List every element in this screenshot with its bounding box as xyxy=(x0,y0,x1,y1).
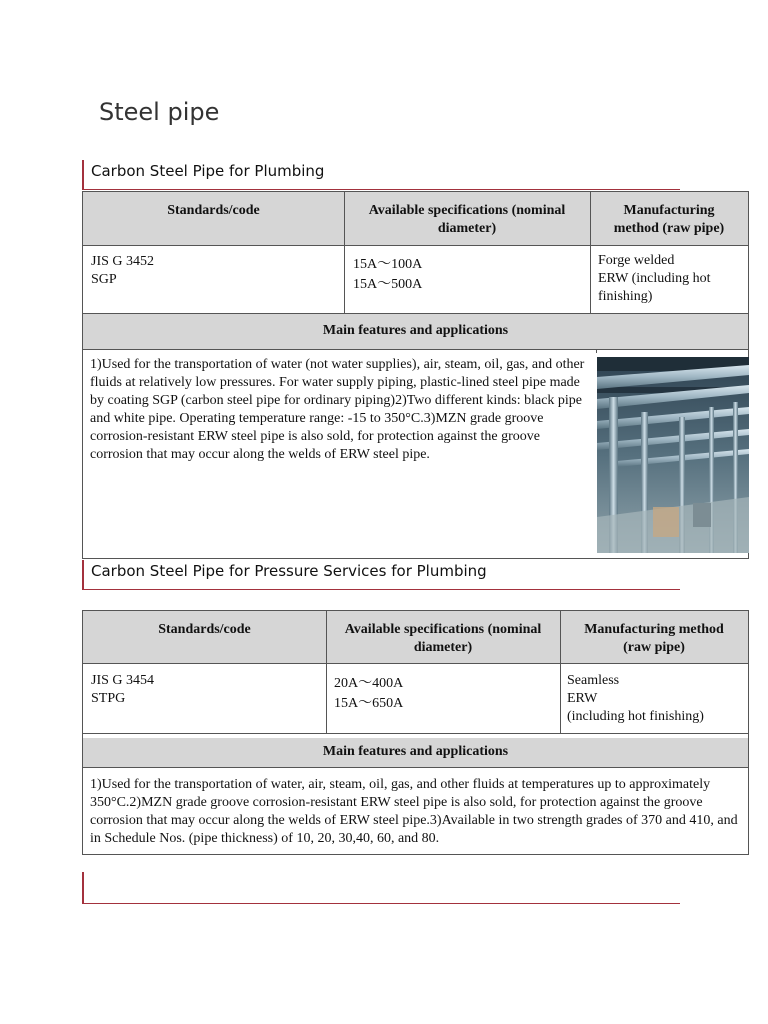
cell-standards: JIS G 3452 SGP xyxy=(91,254,155,287)
header-method: Manufacturing method (raw pipe) xyxy=(584,622,724,655)
header-specs: Available specifications (nominal diameter) xyxy=(344,622,542,655)
cell-specs: 15A～100A 15A～500A xyxy=(353,257,423,292)
page-title: Steel pipe xyxy=(99,98,220,126)
spec-table-pressure xyxy=(82,610,749,855)
section-heading-text: Carbon Steel Pipe for Plumbing xyxy=(91,162,325,180)
features-header: Main features and applications xyxy=(83,738,748,767)
header-standards: Standards/code xyxy=(158,622,251,637)
cell-specs: 20A～400A 15A～650A xyxy=(334,676,404,711)
header-standards: Standards/code xyxy=(167,203,260,218)
cell-standards: JIS G 3454 STPG xyxy=(91,673,155,706)
empty-section-heading xyxy=(82,872,680,904)
header-specs: Available specifications (nominal diameter) xyxy=(368,203,566,236)
features-text: 1)Used for the transportation of water, air, steam, oil, gas, and other fluids at temperatures up to approximately 350°C.2)MZN grade groove corrosion-resistant ERW steel pipe is also sold, for protection against the groove corrosion that may occur along the welds of ERW steel pipe.3)Available in two strength grades of 370 and 410, and in Schedule Nos. (pipe thickness) of 10, 20, 30,40, 60, and 80. xyxy=(90,777,738,846)
cell-method: Seamless ERW (including hot finishing) xyxy=(567,673,704,724)
cell-method-text: Forge welded ERW (including hot finishing) xyxy=(598,253,711,304)
header-method: Manufacturing method (raw pipe) xyxy=(613,203,725,236)
section-heading-text: Carbon Steel Pipe for Pressure Services for Plumbing xyxy=(91,562,487,580)
section-heading-plumbing xyxy=(82,160,680,190)
spec-table-plumbing xyxy=(82,191,749,559)
cell-method xyxy=(598,252,738,306)
pipes-photo xyxy=(597,357,749,553)
features-header: Main features and applications xyxy=(83,314,748,349)
section-heading-pressure xyxy=(82,560,680,590)
features-text: 1)Used for the transportation of water (not water supplies), air, steam, oil, gas, and other fluids at relatively low pressures. For water supply piping, plastic-lined steel pipe made by coating SGP (carbon steel pipe for ordinary piping)2)Two different kinds: black pipe and white pipe. Operating temperature range: -15 to 350°C.3)MZN grade groove corrosion-resistant ERW steel pipe is also sold, for protection against the groove corrosion that may occur along the welds of ERW steel pipe. xyxy=(90,357,585,462)
